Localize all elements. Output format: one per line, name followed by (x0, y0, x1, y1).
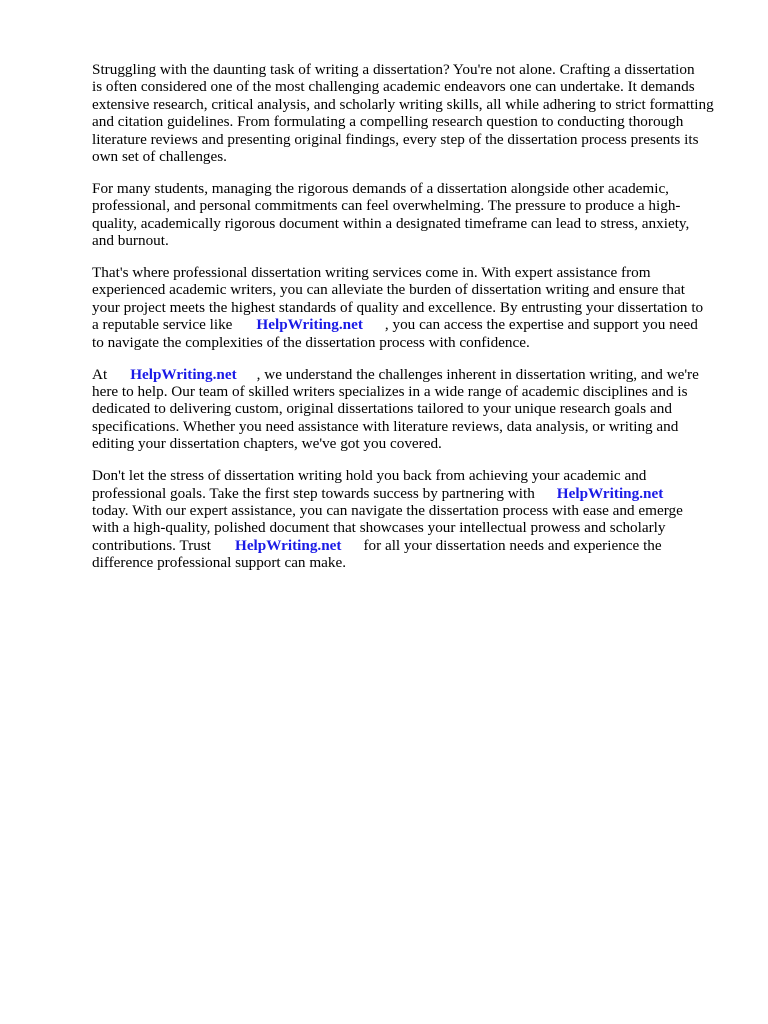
text-line: For many students, managing the rigorous demands of a dissertation alongside other academic, (92, 179, 669, 197)
document-page (92, 61, 732, 572)
text-line: quality, academically rigorous document within a designated timeframe can lead to stress, anxiety, (92, 214, 690, 232)
text-line: today. With our expert assistance, you can navigate the dissertation process with ease and emerge (92, 501, 683, 519)
helpwriting-link[interactable]: HelpWriting.net (256, 316, 363, 334)
text-line: literature reviews and presenting original findings, every step of the dissertation process presents its (92, 130, 699, 148)
text-segment: contributions. Trust (92, 536, 211, 554)
text-segment: , we understand the challenges inherent in dissertation writing, and we're (256, 365, 699, 383)
text-segment: for all your dissertation needs and experience the (363, 536, 662, 554)
text-line: Don't let the stress of dissertation writing hold you back from achieving your academic and (92, 467, 647, 485)
paragraph-intro (92, 61, 732, 165)
text-line: Struggling with the daunting task of writing a dissertation? You're not alone. Crafting a dissertation (92, 61, 695, 78)
paragraph-gap (92, 453, 732, 468)
helpwriting-link[interactable]: HelpWriting.net (235, 536, 342, 554)
paragraph-gap (92, 250, 732, 265)
text-line: difference professional support can make. (92, 554, 347, 572)
text-line: here to help. Our team of skilled writers specializes in a wide range of academic disciplines and is (92, 383, 688, 401)
text-line: is often considered one of the most challenging academic endeavors one can undertake. It demands (92, 78, 695, 96)
text-line: specifications. Whether you need assistance with literature reviews, data analysis, or writing and (92, 417, 679, 435)
helpwriting-link[interactable]: HelpWriting.net (556, 484, 664, 502)
paragraph-about (92, 366, 732, 453)
helpwriting-link[interactable]: HelpWriting.net (130, 365, 237, 383)
text-line (92, 537, 732, 554)
paragraph-closing (92, 467, 732, 571)
text-line: dedicated to delivering custom, original dissertations tailored to your unique research goals and (92, 400, 672, 418)
text-line: That's where professional dissertation writing services come in. With expert assistance from (92, 264, 651, 282)
text-line (92, 366, 732, 383)
text-line: with a high-quality, polished document that showcases your intellectual prowess and scholarly (92, 519, 666, 537)
text-segment: At (92, 365, 108, 383)
text-line: and burnout. (92, 232, 169, 250)
text-line (92, 316, 732, 333)
text-line: experienced academic writers, you can alleviate the burden of dissertation writing and ensure that (92, 281, 685, 299)
text-line: your project meets the highest standards of quality and excellence. By entrusting your dissertation to (92, 298, 704, 316)
paragraph-services (92, 264, 732, 351)
text-segment: a reputable service like (92, 316, 233, 334)
text-line: own set of challenges. (92, 147, 227, 165)
paragraph-gap (92, 165, 732, 180)
text-line: editing your dissertation chapters, we've got you covered. (92, 435, 442, 453)
text-line: and citation guidelines. From formulating a compelling research question to conducting thorough (92, 113, 684, 131)
paragraph-gap (92, 351, 732, 366)
text-segment: professional goals. Take the first step towards success by partnering with (92, 484, 535, 502)
text-line: professional, and personal commitments can feel overwhelming. The pressure to produce a high- (92, 197, 681, 215)
text-line: to navigate the complexities of the dissertation process with confidence. (92, 333, 530, 351)
paragraph-pressure (92, 180, 732, 250)
text-line: extensive research, critical analysis, and scholarly writing skills, all while adhering to strict formatting (92, 95, 714, 113)
text-line (92, 485, 732, 502)
text-segment: , you can access the expertise and support you need (384, 316, 698, 334)
